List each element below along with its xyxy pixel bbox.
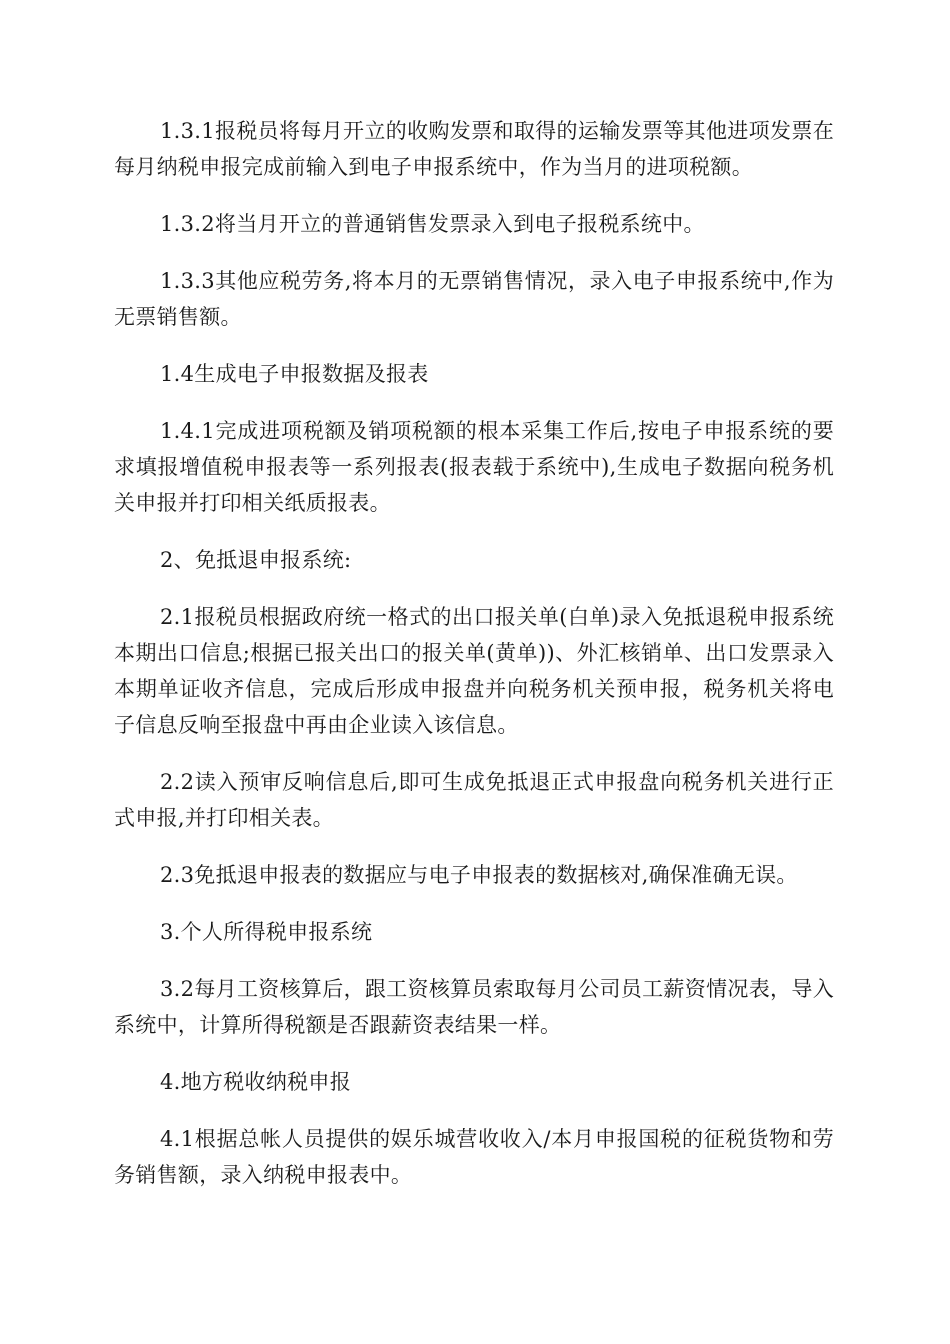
paragraph-3-2: 3.2每月工资核算后，跟工资核算员索取每月公司员工薪资情况表，导入系统中，计算所得税额是否跟薪资表结果一样。 bbox=[114, 977, 834, 1037]
paragraph-2-2: 2.2读入预审反响信息后,即可生成免抵退正式申报盘向税务机关进行正式申报,并打印相关表。 bbox=[114, 770, 834, 830]
paragraph-1-3-2: 1.3.2将当月开立的普通销售发票录入到电子报税系统中。 bbox=[160, 212, 705, 236]
heading-4: 4.地方税收纳税申报 bbox=[160, 1070, 352, 1094]
heading-2: 2、免抵退申报系统: bbox=[160, 548, 352, 572]
heading-1-4: 1.4生成电子申报数据及报表 bbox=[160, 362, 429, 386]
paragraph-1-3-3: 1.3.3其他应税劳务,将本月的无票销售情况，录入电子申报系统中,作为无票销售额。 bbox=[114, 269, 834, 329]
paragraph-4-1: 4.1根据总帐人员提供的娱乐城营收收入/本月申报国税的征税货物和劳务销售额，录入纳税申报表中。 bbox=[114, 1127, 834, 1187]
document-body bbox=[114, 113, 834, 1214]
heading-3: 3.个人所得税申报系统 bbox=[160, 920, 373, 944]
paragraph-2-1: 2.1报税员根据政府统一格式的出口报关单(白单)录入免抵退税申报系统本期出口信息;根据已报关出口的报关单(黄单))、外汇核销单、出口发票录入本期单证收齐信息，完成后形成申报盘并向税务机关预申报，税务机关将电子信息反响至报盘中再由企业读入该信息。 bbox=[114, 605, 834, 737]
paragraph-1-3-1: 1.3.1报税员将每月开立的收购发票和取得的运输发票等其他进项发票在每月纳税申报完成前输入到电子申报系统中，作为当月的进项税额。 bbox=[114, 119, 834, 179]
paragraph-1-4-1: 1.4.1完成进项税额及销项税额的根本采集工作后,按电子申报系统的要求填报增值税申报表等一系列报表(报表载于系统中),生成电子数据向税务机关申报并打印相关纸质报表。 bbox=[114, 419, 834, 515]
paragraph-2-3: 2.3免抵退申报表的数据应与电子申报表的数据核对,确保准确无误。 bbox=[160, 863, 798, 887]
